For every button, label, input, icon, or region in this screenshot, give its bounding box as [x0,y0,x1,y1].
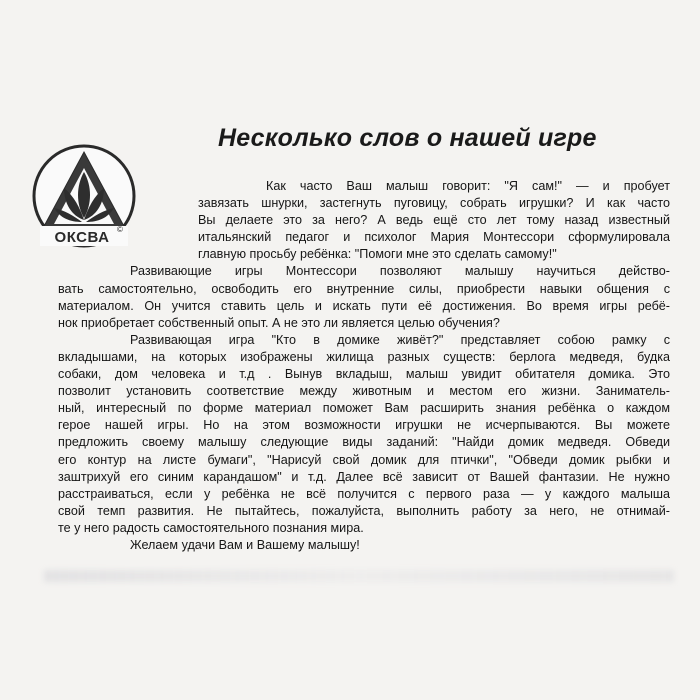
text-line-content: Вы делаете это за него? А ведь ещё сто лет тому назад известный [198,213,670,228]
text-line [58,503,670,520]
text-line-content: Желаем удачи Вам и Вашему малышу! [130,537,360,552]
text-line [58,417,670,434]
text-line [58,486,670,503]
text-line [58,383,670,400]
text-line-content: герое нашей игры. Но на этом возможности игрушки не исчерпываются. Вы можете [58,418,670,433]
logo-text: ОКСВА [54,229,110,246]
text-line-content: Развивающие игры Монтессори позволяют малышу научиться действо- [130,264,670,279]
text-line-content: вать самостоятельно, освободить его внутренние силы, приобрести навыки общения с [58,281,670,296]
text-line [58,263,670,280]
text-line [58,195,670,212]
text-line [58,178,670,195]
scan-shadow [44,570,674,582]
text-line-content: главную просьбу ребёнка: "Помоги мне это сделать самому!" [198,247,557,262]
text-line-content: те у него радость самостоятельного познания мира. [58,520,364,535]
copyright-mark: © [117,225,123,234]
text-line [58,520,670,537]
text-line-content: Развивающая игра "Кто в домике живёт?" представляет собою рамку с [130,332,670,347]
text-line-content: завязать шнурки, застегнуть пуговицу, собрать игрушки? И как часто [198,196,670,211]
text-line-content: вкладышами, на которых изображены жилища разных существ: берлога медведя, будка [58,349,670,364]
text-line-content: собаки, дом человека и т.д . Вынув вкладыш, малыш увидит обитателя домика. Это [58,367,670,382]
text-line [58,349,670,366]
text-line [58,315,670,332]
page-title: Несколько слов о нашей игре [218,124,597,152]
text-line [58,400,670,417]
text-line [58,366,670,383]
text-line [58,537,670,554]
text-line [58,298,670,315]
text-line-content: ный, интересный по форме материал поможет Вам расширить знания ребёнка о каждом [58,401,670,416]
text-line-content: позволит установить соответствие между животным и местом его жизни. Заниматель- [58,384,670,399]
text-line-content: материалом. Он учится ставить цель и искать пути её достижения. Во время игры ребё- [58,298,670,313]
body-text [58,178,670,554]
text-line [58,229,670,246]
text-line [58,332,670,349]
text-line [58,452,670,469]
text-line [58,469,670,486]
text-line [58,434,670,451]
text-line [58,281,670,298]
text-line-content: его контур на листе бумаги", "Нарисуй свой домик для птички", "Обведи домик рыбки и [58,452,670,467]
text-line-content: Как часто Ваш малыш говорит: "Я сам!" — и пробует [266,179,670,193]
text-line [58,246,670,263]
text-line [58,212,670,229]
text-line-content: итальянский педагог и психолог Мария Монтессори сформулировала [198,230,670,245]
text-line-content: свой темп развития. Не пытайтесь, пожалуйста, выполнить работу за него, не отнимай- [58,503,670,518]
text-line-content: нок приобретает собственный опыт. А не это ли является целью обучения? [58,315,500,330]
text-line-content: расстраиваться, если у ребёнка не всё получится с первого раза — у каждого малыша [58,486,670,501]
text-line-content: заштрихуй его синим карандашом" и т.д. Далее всё зависит от Вашей фантазии. Не нужно [58,469,670,484]
text-line-content: предложить своему малышу следующие виды заданий: "Найди домик медведя. Обведи [58,435,670,450]
